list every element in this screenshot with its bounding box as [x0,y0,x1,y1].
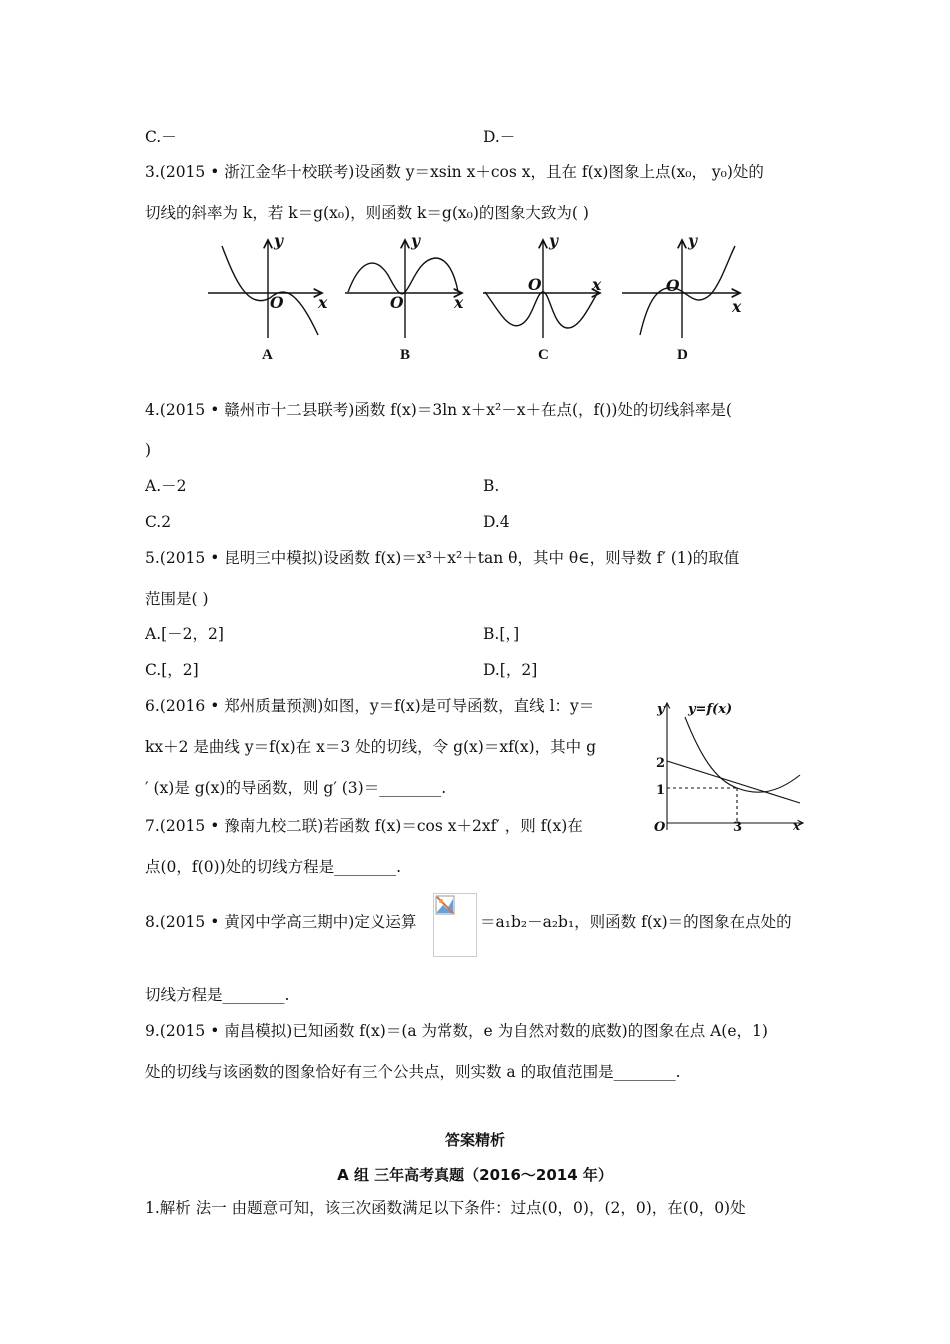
answer-heading: 答案精析 [444,1131,505,1149]
question-4-option-d: D.4 [483,513,510,531]
answer-1-line-1: 1.解析 法一 由题意可知，该三次函数满足以下条件：过点(0，0)，(2，0)，在(0，0)处 [145,1199,746,1217]
graph-label-c: C [538,347,549,363]
graph-label-a: A [262,347,273,363]
graph-b-y-label: y [411,231,421,250]
question-8-line-2: 切线方程是________. [145,986,290,1004]
question-9-line-1: 9.(2015 • 南昌模拟)已知函数 f(x)＝(a 为常数，e 为自然对数的底数)的图象在点 A(e，1) [145,1022,768,1040]
question-9-line-2: 处的切线与该函数的图象恰好有三个公共点，则实数 a 的取值范围是________. [145,1063,681,1081]
graph-b [345,240,462,338]
graph-d-x-label: x [732,297,742,316]
fig6-origin: O [654,820,666,835]
question-6-line-3: ′ (x)是 g(x)的导函数，则 g′ (3)＝________. [145,779,447,797]
line-1-options-d: D.－ [483,128,516,146]
question-3-line-2: 切线的斜率为 k，若 k＝g(x₀)，则函数 k＝g(x₀)的图象大致为( ) [145,204,589,222]
graph-label-b: B [400,347,411,363]
graph-a-origin: O [270,293,284,312]
question-5-option-b: B.[，] [483,625,520,643]
graph-label-d: D [677,347,688,363]
question-3-line-1: 3.(2015 • 浙江金华十校联考)设函数 y＝xsin x＋cos x，且在 f(x)图象上点(x₀， y₀)处的 [145,163,764,181]
graph-d-y-label: y [688,231,698,250]
graph-a-y-label: y [274,231,284,250]
question-8-line-1a: 8.(2015 • 黄冈中学高三期中)定义运算 [145,913,417,931]
fig6-curve-label: y=f(x) [688,702,733,717]
graph-a-x-label: x [318,293,328,312]
graph-c-x-label: x [592,275,602,294]
question-7-line-1: 7.(2015 • 豫南九校二联)若函数 f(x)＝cos x＋2xf′ ，则 f(x)在 [145,817,583,835]
fig6-y-label: y [657,702,665,717]
question-5-option-c: C.[，2] [145,661,199,679]
graph-c-y-label: y [549,231,559,250]
graph-d [622,240,740,338]
question-6-line-1: 6.(2016 • 郑州质量预测)如图，y＝f(x)是可导函数，直线 l：y＝ [145,697,595,715]
graph-d-origin: O [666,276,680,295]
graph-b-x-label: x [454,293,464,312]
question-5-line-1: 5.(2015 • 昆明三中模拟)设函数 f(x)＝x³＋x²＋tan θ，其中 θ∈，则导数 f′ (1)的取值 [145,549,740,567]
question-4-option-a: A.－2 [145,477,187,495]
question-6-line-2: kx＋2 是曲线 y＝f(x)在 x＝3 处的切线，令 g(x)＝xf(x)，其中 g [145,738,596,756]
question-4-line-1: 4.(2015 • 赣州市十二县联考)函数 f(x)＝3ln x＋x²－x＋在点(，f())处的切线斜率是( [145,401,732,419]
graph-b-origin: O [390,293,404,312]
question-4-option-c: C.2 [145,513,172,531]
question-4-line-2: ) [145,441,152,459]
question-5-option-a: A.[－2，2] [145,625,224,643]
section-heading: A 组 三年高考真题（2016～2014 年） [337,1166,613,1184]
question-8-line-1b: ＝a₁b₂－a₂b₁，则函数 f(x)＝的图象在点处的 [480,913,792,931]
fig6-x-label: x [793,819,801,833]
line-1-options-c: C.－ [145,128,177,146]
question-5-line-2: 范围是( ) [145,590,209,608]
fig6-tick-y2: 2 [656,756,666,771]
determinant-image-placeholder [433,893,477,957]
question-7-line-2: 点(0，f(0))处的切线方程是________. [145,858,402,876]
question-4-option-b: B. [483,477,500,495]
fig6-tick-x3: 3 [733,820,743,835]
graph-c-origin: O [528,275,542,294]
broken-image-icon [435,895,455,915]
fig6-tick-y1: 1 [656,783,666,798]
graph-a [208,240,322,338]
question-5-option-d: D.[，2] [483,661,538,679]
